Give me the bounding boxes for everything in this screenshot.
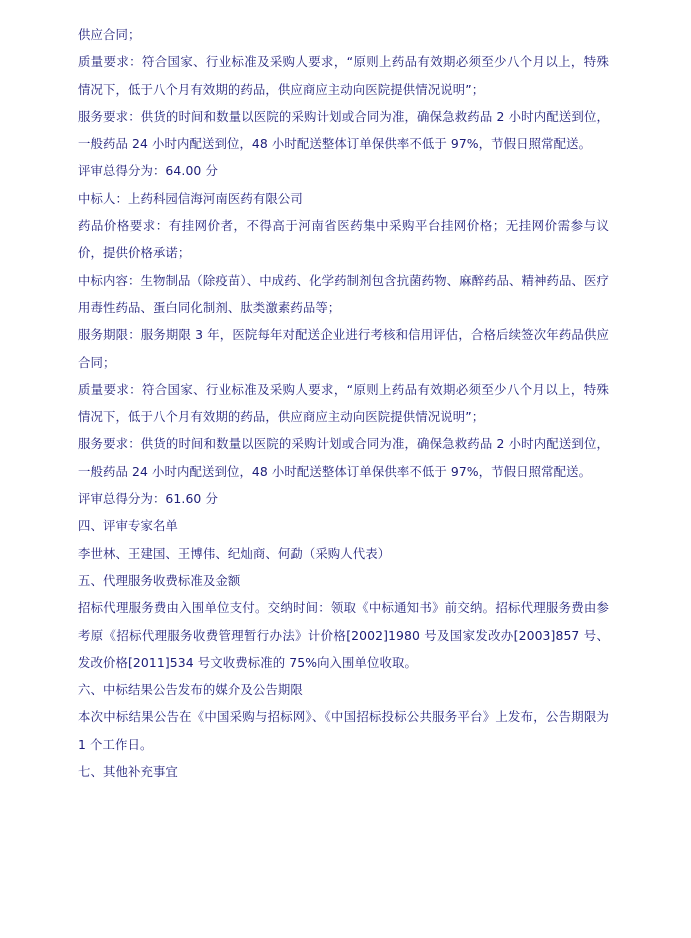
- paragraph-quality-requirement: 质量要求：符合国家、行业标准及采购人要求，“原则上药品有效期必须至少八个月以上，特殊情况下，低于八个月有效期的药品，供应商应主动向医院提供情况说明”；: [78, 54, 609, 97]
- paragraph-service-period: 服务期限：服务期限 3 年，医院每年对配送企业进行考核和信用评估，合格后续签次年药品供应合同；: [78, 327, 609, 370]
- paragraph-service-requirement: 服务要求：供货的时间和数量以医院的采购计划或合同为准，确保急救药品 2 小时内配送到位，一般药品 24 小时内配送到位，48 小时配送整体订单保供率不低于 97%，节假日照常配送。: [78, 108, 609, 152]
- paragraph-quality-requirement: 质量要求：符合国家、行业标准及采购人要求，“原则上药品有效期必须至少八个月以上，特殊情况下，低于八个月有效期的药品，供应商应主动向医院提供情况说明”；: [78, 381, 609, 425]
- section-heading-other-matters: 七、其他补充事宜: [78, 764, 178, 780]
- paragraph-agency-fee: 招标代理服务费由入围单位支付。交纳时间：领取《中标通知书》前交纳。招标代理服务费由参考原《招标代理服务收费管理暂行办法》计价格[2002]1980 号及国家发改办[2003]857 号、发改价格[2011]534 号文收费标准的 75%向入围单位收取。: [78, 600, 609, 670]
- paragraph-contract-supply: 供应合同；: [78, 27, 141, 42]
- paragraph-winning-bidder: 中标人：上药科园信海河南医药有限公司: [78, 190, 303, 206]
- paragraph-total-score: 评审总得分为：61.60 分: [78, 491, 218, 507]
- paragraph-total-score: 评审总得分为：64.00 分: [78, 163, 218, 179]
- paragraph-price-requirement: 药品价格要求：有挂网价者，不得高于河南省医药集中采购平台挂网价格；无挂网价需参与议价，提供价格承诺；: [78, 218, 609, 261]
- section-heading-experts: 四、评审专家名单: [78, 518, 178, 534]
- paragraph-service-requirement: 服务要求：供货的时间和数量以医院的采购计划或合同为准，确保急救药品 2 小时内配送到位，一般药品 24 小时内配送到位，48 小时配送整体订单保供率不低于 97%，节假日照常配送。: [78, 436, 609, 479]
- paragraph-publication-media: 本次中标结果公告在《中国采购与招标网》、《中国招标投标公共服务平台》上发布，公告期限为 1 个工作日。: [78, 709, 609, 752]
- paragraph-expert-list: 李世林、王建国、王博伟、纪灿商、何勐（采购人代表）: [78, 545, 391, 561]
- paragraph-bid-content: 中标内容：生物制品（除疫苗）、中成药、化学药制剂包含抗菌药物、麻醉药品、精神药品、医疗用毒性药品、蛋白同化制剂、肽类激素药品等；: [78, 272, 609, 315]
- section-heading-publication-media: 六、中标结果公告发布的媒介及公告期限: [78, 682, 303, 698]
- section-heading-agency-fee: 五、代理服务收费标准及金额: [78, 572, 241, 588]
